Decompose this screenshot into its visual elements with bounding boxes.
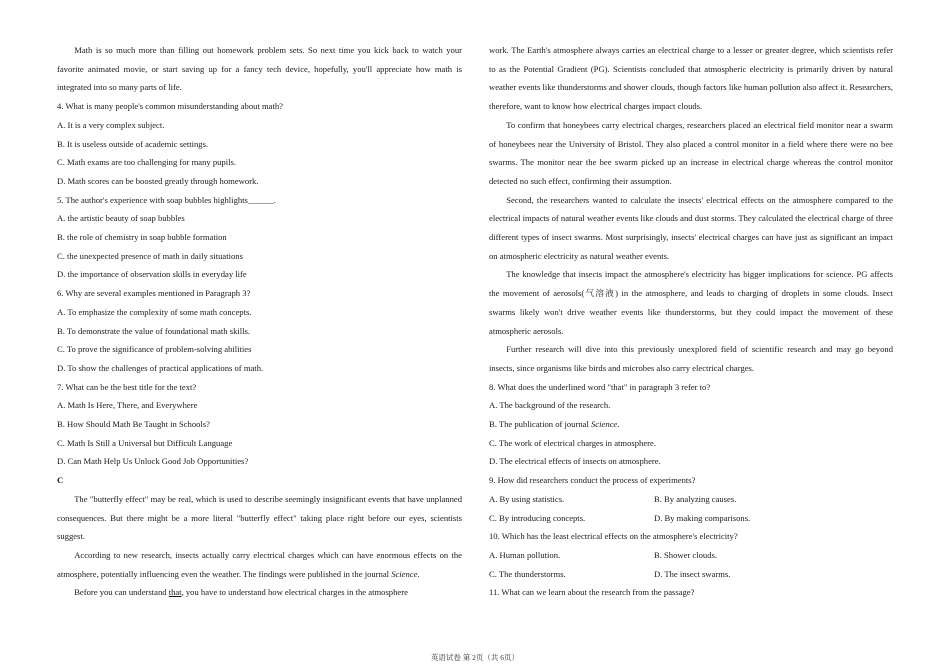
q10-option-b: B. Shower clouds. (654, 549, 718, 560)
q5-option-b: B. the role of chemistry in soap bubble formation (57, 232, 227, 243)
q9-option-a: A. By using statistics. (489, 493, 565, 504)
q7-option-c: C. Math Is Still a Universal but Difficult Language (57, 437, 233, 448)
paragraph-2-text: According to new research, insects actually carry electrical charges which can have enormous effects on the atmosphere, potentially influencing even the weather. The findings were published in the journal (57, 549, 462, 579)
paragraph-2-end: . (417, 568, 420, 579)
question-4: 4. What is many people's common misunderstanding about math? (57, 101, 283, 112)
q9-option-b: B. By analyzing causes. (654, 493, 737, 504)
q6-option-a: A. To emphasize the complexity of some math concepts. (57, 306, 252, 317)
q4-option-b: B. It is useless outside of academic settings. (57, 138, 209, 149)
passage-paragraph-7: Further research will dive into this previously unexplored field of scientific research and may go beyond insects, since organisms like birds and microbes also carry electrical charges. (489, 344, 893, 373)
q4-option-a: A. It is a very complex subject. (57, 119, 165, 130)
journal-name: Science (391, 568, 418, 579)
q4-option-c: C. Math exams are too challenging for many pupils. (57, 157, 236, 168)
question-6: 6. Why are several examples mentioned in Paragraph 3? (57, 288, 251, 299)
q8-option-d: D. The electrical effects of insects on atmosphere. (489, 456, 661, 467)
passage-paragraph-2 (57, 546, 462, 583)
passage-paragraph-3 (57, 583, 462, 602)
q7-option-a: A. Math Is Here, There, and Everywhere (57, 400, 198, 411)
question-5: 5. The author's experience with soap bubbles highlights______. (57, 194, 276, 205)
paragraph-3-text: Before you can understand (74, 587, 169, 598)
q10-option-a: A. Human pollution. (489, 549, 561, 560)
page-footer: 英语试卷 第 2页（共 6页） (430, 653, 520, 662)
question-9: 9. How did researchers conduct the process of experiments? (489, 475, 696, 486)
passage-paragraph-6: The knowledge that insects impact the atmosphere's electricity has bigger implications for science. PG affects the movement of aerosols(气溶液) in the atmosphere, and leads to charging of droplets in some clouds. Insect swarms likely won't drive weather events like thunderstorms, but they could impact the movement of these atmospheric aerosols. (489, 269, 893, 336)
q7-option-d: D. Can Math Help Us Unlock Good Job Opportunities? (57, 456, 249, 467)
question-7: 7. What can be the best title for the text? (57, 381, 197, 392)
underlined-word: that (168, 587, 182, 598)
q8-option-b-end: . (617, 419, 620, 430)
q5-option-d: D. the importance of observation skills in everyday life (57, 269, 247, 280)
question-11: 11. What can we learn about the research from the passage? (489, 587, 695, 598)
q8-journal-name: Science (591, 419, 618, 430)
question-8: 8. What does the underlined word "that" in paragraph 3 refer to? (489, 381, 711, 392)
q6-option-c: C. To prove the significance of problem-solving abilities (57, 344, 252, 355)
q10-option-d: D. The insect swarms. (654, 568, 731, 579)
passage-paragraph-5: Second, the researchers wanted to calculate the insects' electrical effects on the atmosphere compared to the electrical impacts of natural weather events like clouds and dust storms. They calculated the electrical charge of three different types of insect swarms. Most surprisingly, insects' electrical charges can have just as significant an impact on atmospheric electricity as natural weather events. (489, 194, 893, 261)
q5-option-c: C. the unexpected presence of math in daily situations (57, 250, 243, 261)
q8-option-b (489, 415, 893, 434)
q10-option-c: C. The thunderstorms. (489, 568, 566, 579)
paragraph-3-text-end: , you have to understand how electrical charges in the atmosphere (181, 587, 408, 598)
q5-option-a: A. the artistic beauty of soap bubbles (57, 213, 185, 224)
question-10: 10. Which has the least electrical effects on the atmosphere's electricity? (489, 531, 738, 542)
q9-options-row-1 (489, 490, 893, 509)
q7-option-b: B. How Should Math Be Taught in Schools? (57, 419, 210, 430)
section-heading: C (57, 475, 64, 486)
q10-options-row-2 (489, 565, 893, 584)
q9-option-d: D. By making comparisons. (654, 512, 751, 523)
q4-option-d: D. Math scores can be boosted greatly through homework. (57, 175, 259, 186)
q6-option-b: B. To demonstrate the value of foundational math skills. (57, 325, 251, 336)
q8-option-c: C. The work of electrical charges in atmosphere. (489, 437, 656, 448)
q9-options-row-2 (489, 509, 893, 528)
passage-paragraph-4: To confirm that honeybees carry electrical charges, researchers placed an electrical field monitor near a swarm of honeybees near the University of Bristol. They also placed a control monitor in a field where there were no bee swarms. The monitor near the bee swarm picked up an increase in electrical charge whereas the control monitor detected no such effect, confirming their assumption. (489, 119, 893, 186)
q9-option-c: C. By introducing concepts. (489, 512, 586, 523)
intro-paragraph: Math is so much more than filling out homework problem sets. So next time you kick back to watch your favorite animated movie, or start saving up for a fancy tech device, hopefully, you'll appreciate how math is integrated into so many parts of life. (57, 45, 462, 93)
q8-option-b-text: B. The publication of journal (489, 419, 591, 430)
right-column (489, 41, 893, 602)
q8-option-a: A. The background of the research. (489, 400, 611, 411)
passage-paragraph-3-continued: work. The Earth's atmosphere always carries an electrical charge to a lesser or greater degree, which scientists refer to as the Potential Gradient (PG). Scientists concluded that atmospheric electricity is primarily driven by natural weather events like thunderstorms and shower clouds, though factors like human pollution also affect it. Researchers, therefore, want to know how electrical charges impact clouds. (489, 45, 893, 112)
passage-paragraph-1: The "butterfly effect" may be real, which is used to describe seemingly insignificant events that have unplanned consequences. But there might be a more literal "butterfly effect" taking place right before our eyes, scientists suggest. (57, 493, 462, 542)
q6-option-d: D. To show the challenges of practical applications of math. (57, 362, 264, 373)
left-column (57, 41, 462, 602)
q10-options-row-1 (489, 546, 893, 565)
